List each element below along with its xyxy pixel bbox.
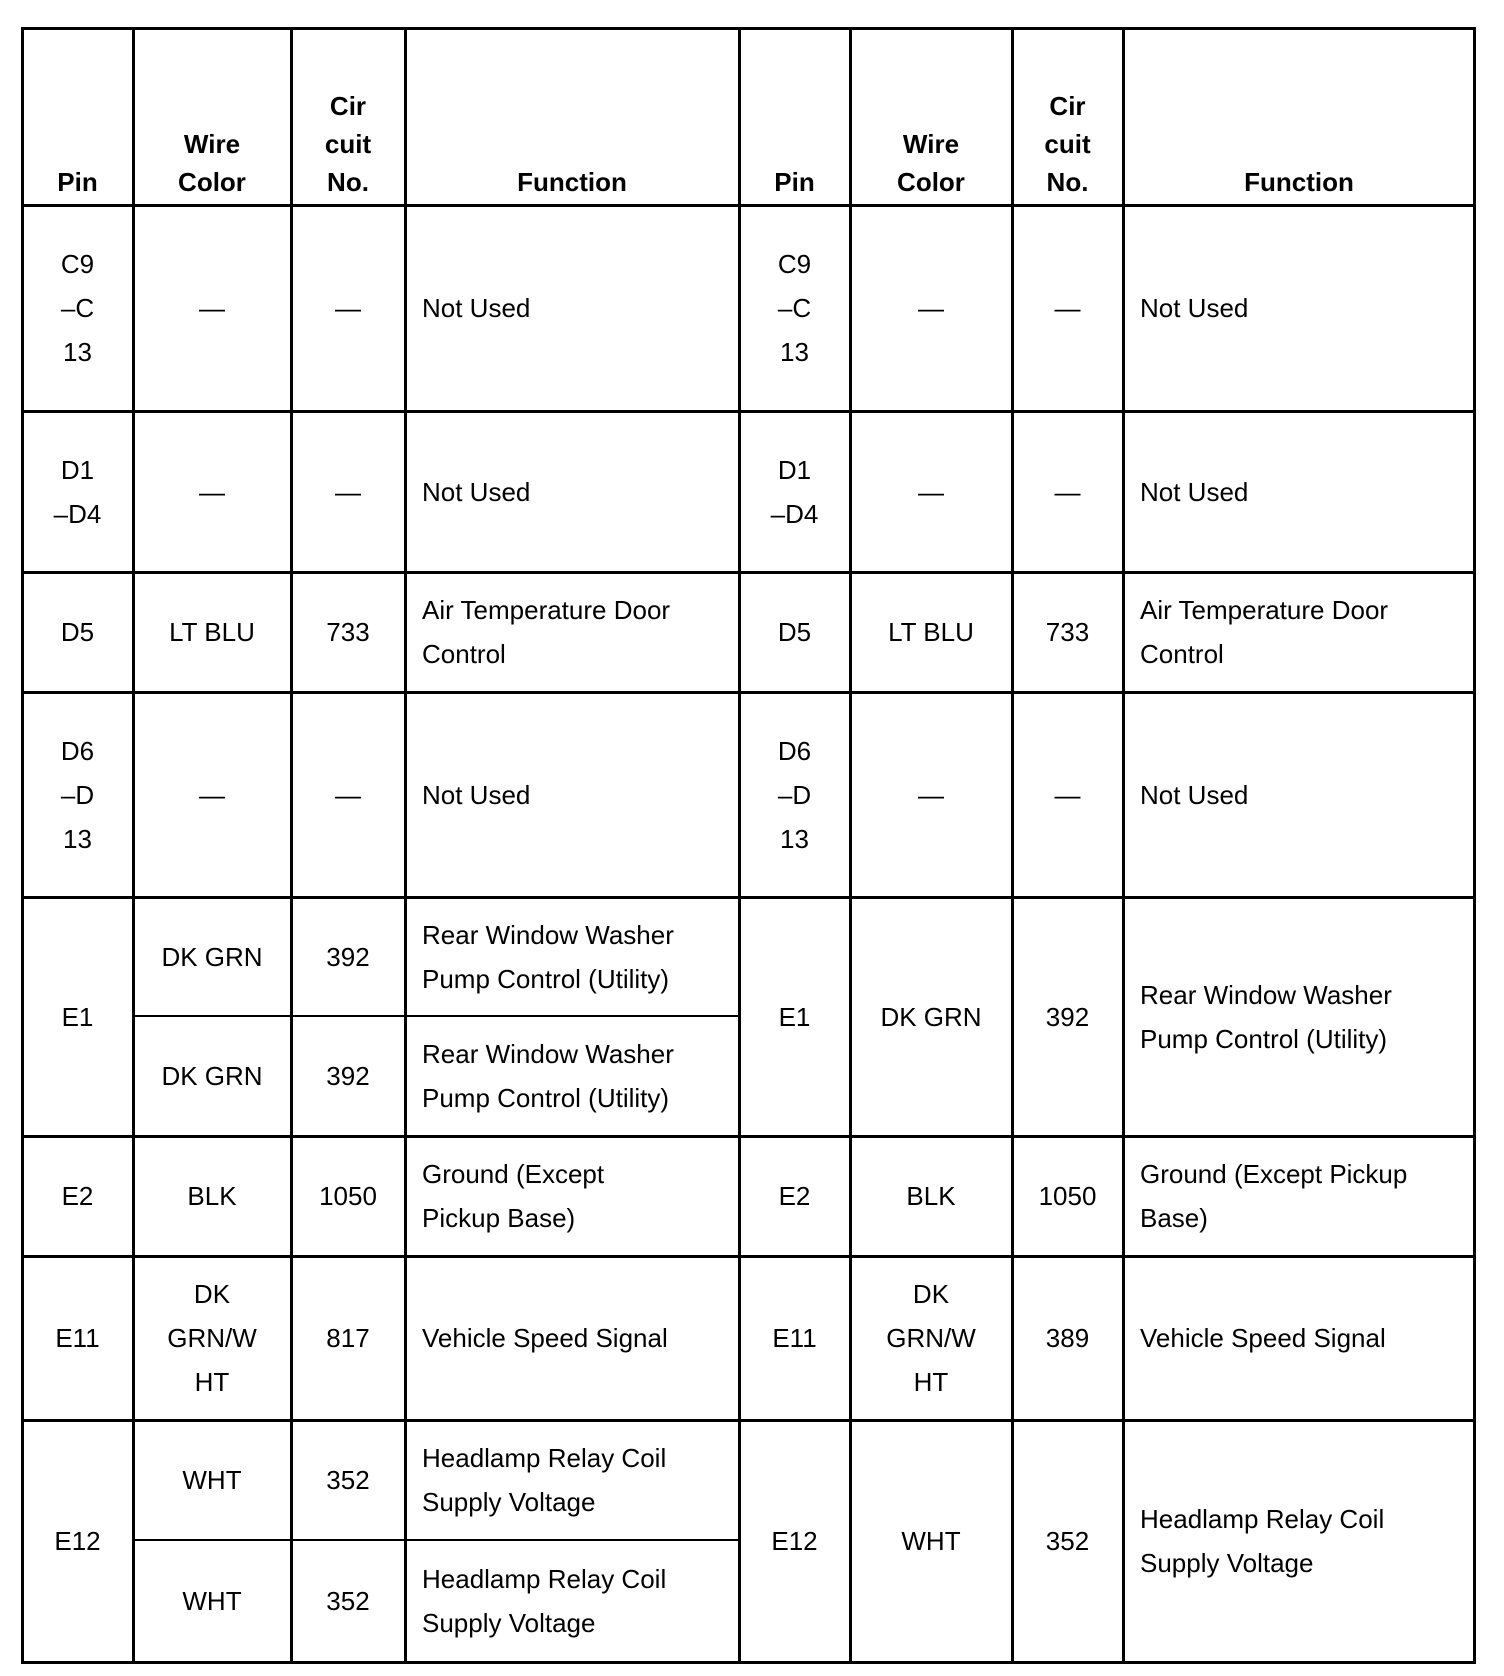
header-pin-label: Pin <box>774 167 815 197</box>
table-row-right-6-wire: BLK <box>906 1181 956 1211</box>
grid-line <box>21 571 1476 574</box>
grid-line <box>133 1539 740 1541</box>
table-row-left-2-wire: — <box>199 476 225 507</box>
table-row-left-1-circuit: — <box>335 293 361 323</box>
table-row-left-4-pin: D6 –D 13 <box>60 735 95 854</box>
header-function-label: Function <box>517 167 627 197</box>
table-row-right-8-circuit: 352 <box>1045 1526 1090 1556</box>
table-row-left-8b-wire: WHT <box>182 1586 242 1616</box>
table-row-right-4-circuit: — <box>1054 779 1081 810</box>
table-row-left-4-function: Not Used <box>422 779 531 810</box>
table-row-right-2-circuit: — <box>1054 476 1081 507</box>
header-circuit-no-right <box>1012 29 1123 205</box>
grid-line <box>21 691 1476 694</box>
table-row-left-1-function: Not Used <box>422 293 531 323</box>
table-row-left-7-circuit: 817 <box>326 1323 370 1353</box>
table-row-right-7-function: Vehicle Speed Signal <box>1140 1323 1386 1353</box>
grid-line <box>21 410 1476 413</box>
grid-line <box>21 896 1476 899</box>
table-row-left-3-wire: LT BLU <box>169 617 255 647</box>
table-row-right-4-wire: — <box>918 779 944 810</box>
table-row-left-8a-circuit: 352 <box>326 1465 370 1495</box>
table-row-right-2-function: Not Used <box>1140 476 1249 507</box>
header-wire-color-right <box>850 29 1012 205</box>
table-row-right-5-circuit: 392 <box>1045 1001 1090 1032</box>
table-row-right-8-wire: WHT <box>901 1526 961 1556</box>
table-row-right-7-circuit: 389 <box>1045 1323 1090 1353</box>
header-circuit-no-label: Cir cuit No. <box>1044 91 1091 197</box>
grid-line <box>404 27 407 1664</box>
table-row-left-8-pin: E12 <box>54 1526 101 1556</box>
table-row-left-1-wire: — <box>199 293 225 323</box>
table-row-left-5a-wire: DK GRN <box>161 941 263 972</box>
table-row-right-1-pin: C9 –C 13 <box>777 249 812 367</box>
table-row-left-5b-wire: DK GRN <box>161 1061 263 1091</box>
table-row-left-8a-function: Headlamp Relay Coil Supply Voltage <box>422 1443 667 1517</box>
header-wire-color-left <box>133 29 291 205</box>
grid-line <box>1122 27 1125 1664</box>
table-row-right-1-wire: — <box>918 293 944 323</box>
table-row-left-8b-circuit: 352 <box>326 1586 370 1616</box>
table-row-right-3-circuit: 733 <box>1045 617 1090 647</box>
grid-line <box>21 1135 1476 1138</box>
table-row-left-4-circuit: — <box>335 779 361 810</box>
table-row-left-7-function: Vehicle Speed Signal <box>422 1323 668 1353</box>
table-row-left-7-pin: E11 <box>55 1323 100 1353</box>
table-row-right-2-pin: D1 –D4 <box>770 454 819 529</box>
header-pin-right <box>739 29 850 205</box>
table-row-right-1-circuit: — <box>1054 293 1081 323</box>
table-row-left-8a-wire: WHT <box>182 1465 242 1495</box>
table-row-right-5-wire: DK GRN <box>880 1001 982 1032</box>
grid-line <box>132 27 135 1664</box>
grid-line <box>21 27 24 1664</box>
table-row-right-6-pin: E2 <box>778 1181 811 1211</box>
table-row-right-5-function: Rear Window Washer Pump Control (Utility) <box>1140 979 1392 1054</box>
table-row-left-5a-circuit: 392 <box>326 941 370 972</box>
header-wire-color-label: Wire Color <box>178 129 246 197</box>
table-row-left-6-wire: BLK <box>187 1181 237 1211</box>
table-row-right-1-function: Not Used <box>1140 293 1249 323</box>
grid-line <box>1473 27 1476 1664</box>
table-row-right-6-function: Ground (Except Pickup Base) <box>1140 1159 1408 1233</box>
table-row-right-3-wire: LT BLU <box>888 617 974 647</box>
grid-line <box>21 1255 1476 1258</box>
table-row-left-5-pin: E1 <box>61 1001 94 1032</box>
grid-line <box>21 27 1476 30</box>
table-row-left-6-circuit: 1050 <box>319 1181 377 1211</box>
table-row-left-5a-function: Rear Window Washer Pump Control (Utility) <box>422 919 674 994</box>
table-row-right-8-function: Headlamp Relay Coil Supply Voltage <box>1140 1504 1385 1578</box>
table-row-left-8b-function: Headlamp Relay Coil Supply Voltage <box>422 1564 667 1638</box>
header-circuit-no-left <box>291 29 405 205</box>
header-function-label: Function <box>1244 167 1354 197</box>
header-function-left <box>405 29 739 205</box>
table-row-right-2-wire: — <box>918 476 944 507</box>
table-row-left-2-pin: D1 –D4 <box>53 454 102 529</box>
table-row-left-2-circuit: — <box>335 476 361 507</box>
table-row-right-3-function: Air Temperature Door Control <box>1140 595 1389 669</box>
grid-line <box>738 27 741 1664</box>
grid-line <box>133 1015 740 1017</box>
grid-line <box>21 1419 1476 1422</box>
table-row-right-7-pin: E11 <box>772 1323 817 1353</box>
grid-line <box>849 27 852 1664</box>
table-row-left-6-pin: E2 <box>61 1181 94 1211</box>
header-pin-label: Pin <box>57 167 98 197</box>
table-row-left-5b-circuit: 392 <box>326 1061 370 1091</box>
grid-line <box>21 204 1476 207</box>
header-pin-left <box>22 29 133 205</box>
table-row-right-6-circuit: 1050 <box>1038 1181 1097 1211</box>
table-row-left-6-function: Ground (Except Pickup Base) <box>422 1159 605 1233</box>
table-row-left-2-function: Not Used <box>422 476 531 507</box>
table-row-left-4-wire: — <box>199 779 225 810</box>
table-row-left-3-circuit: 733 <box>326 617 370 647</box>
grid-line <box>1011 27 1014 1664</box>
table-row-right-3-pin: D5 <box>777 617 812 647</box>
grid-line <box>21 1661 1476 1664</box>
table-row-left-3-function: Air Temperature Door Control <box>422 595 671 669</box>
header-wire-color-label: Wire Color <box>897 129 965 197</box>
grid-line <box>290 27 293 1664</box>
header-circuit-no-label: Cir cuit No. <box>324 91 372 197</box>
table-row-right-4-function: Not Used <box>1140 779 1249 810</box>
table-row-right-7-wire: DK GRN/W HT <box>886 1279 976 1397</box>
table-row-right-8-pin: E12 <box>771 1526 818 1556</box>
table-row-left-5b-function: Rear Window Washer Pump Control (Utility) <box>422 1039 674 1113</box>
table-row-left-1-pin: C9 –C 13 <box>60 249 95 367</box>
table-row-right-5-pin: E1 <box>778 1001 811 1032</box>
table-row-left-3-pin: D5 <box>60 617 95 647</box>
header-function-right <box>1123 29 1475 205</box>
table-row-left-7-wire: DK GRN/W HT <box>167 1279 257 1397</box>
table-row-right-4-pin: D6 –D 13 <box>777 735 812 854</box>
